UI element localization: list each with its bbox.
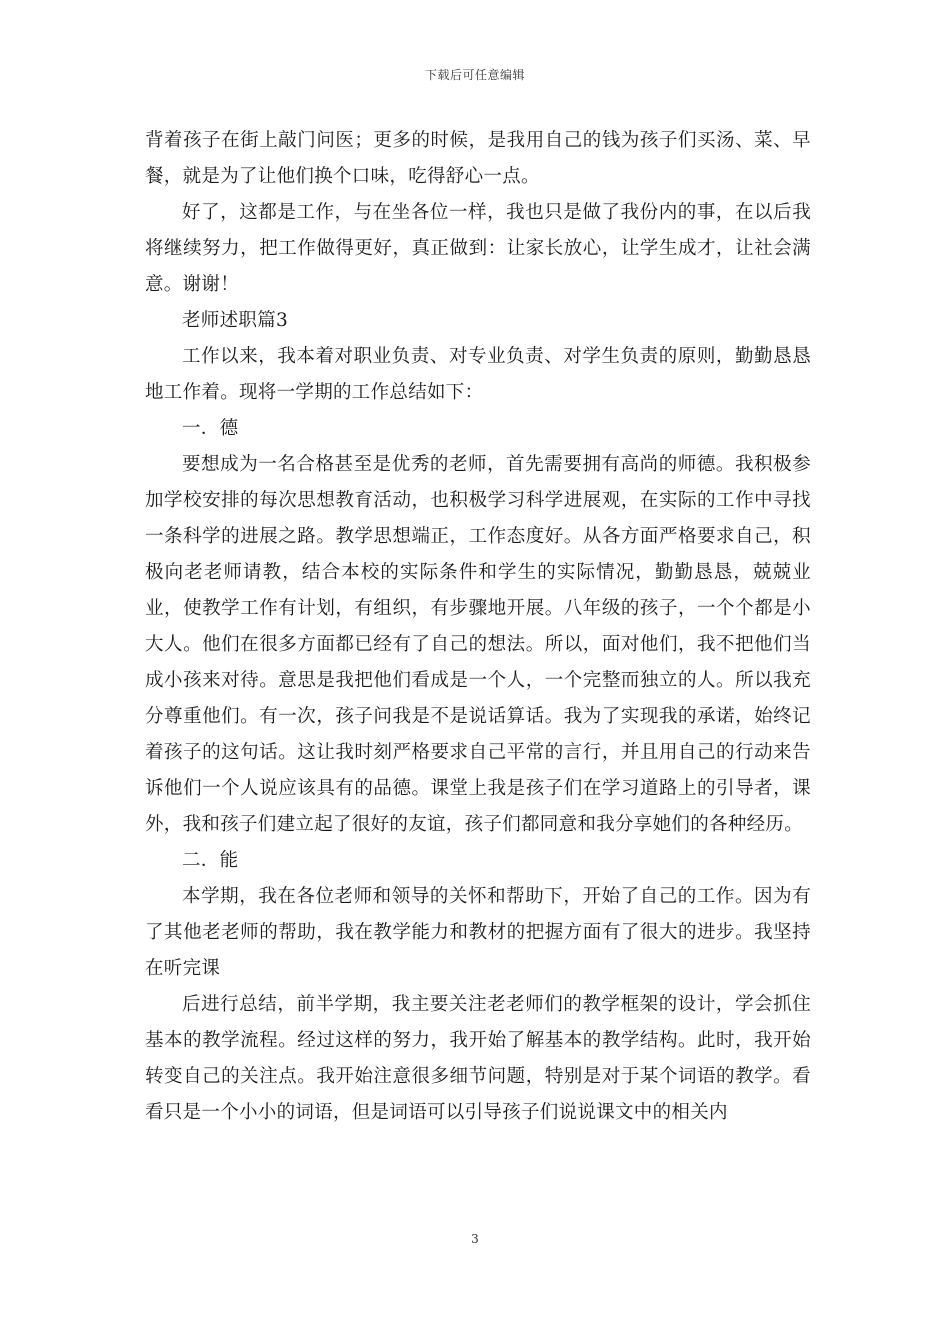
paragraph-neng-2: 后进行总结，前半学期，我主要关注老老师们的教学框架的设计，学会抓住基本的教学流程。经过这样的努力，我开始了解基本的教学结构。此时，我开始转变自己的关注点。我开始注意很多细节问题，特别是对于某个词语的教学。看看只是一个小小的词语，但是词语可以引导孩子们说说课文中的相关内 <box>145 994 811 1123</box>
heading-neng: 二．能 <box>182 850 239 871</box>
paragraph-1: 背着孩子在街上敲门问医；更多的时候，是我用自己的钱为孩子们买汤、菜、早餐，就是为了让他们换个口味，吃得舒心一点。 <box>145 130 811 187</box>
paragraph-2: 好了，这都是工作，与在坐各位一样，我也只是做了我份内的事，在以后我将继续努力，把工作做得更好，真正做到：让家长放心，让学生成才，让社会满意。谢谢！ <box>145 202 811 295</box>
page-number: 3 <box>471 1232 479 1246</box>
heading-de: 一．德 <box>182 418 239 439</box>
paragraph-intro: 工作以来，我本着对职业负责、对专业负责、对学生负责的原则，勤勤恳恳地工作着。现将一学期的工作总结如下： <box>145 346 811 403</box>
paragraph-de: 要想成为一名合格甚至是优秀的老师，首先需要拥有高尚的师德。我积极参加学校安排的每次思想教育活动，也积极学习科学进展观，在实际的工作中寻找一条科学的进展之路。教学思想端正，工作态度好。从各方面严格要求自己，积极向老老师请教，结合本校的实际条件和学生的实际情况，勤勤恳恳，兢兢业业，使教学工作有计划，有组织，有步骤地开展。八年级的孩子，一个个都是小大人。他们在很多方面都已经有了自己的想法。所以，面对他们，我不把他们当成小孩来对待。意思是我把他们看成是一个人，一个完整而独立的人。所以我充分尊重他们。有一次，孩子问我是不是说话算话。我为了实现我的承诺，始终记着孩子的这句话。这让我时刻严格要求自己平常的言行，并且用自己的行动来告诉他们一个人说应该具有的品德。课堂上我是孩子们在学习道路上的引导者，课外，我和孩子们建立起了很好的友谊，孩子们都同意和我分享她们的各种经历。 <box>145 454 811 835</box>
document-body <box>145 123 811 1131</box>
section-title: 老师述职篇3 <box>182 310 289 331</box>
paragraph-neng-1: 本学期，我在各位老师和领导的关怀和帮助下，开始了自己的工作。因为有了其他老老师的帮助，我在教学能力和教材的把握方面有了很大的进步。我坚持在听完课 <box>145 886 811 979</box>
page-header: 下载后可任意编辑 <box>424 68 525 82</box>
